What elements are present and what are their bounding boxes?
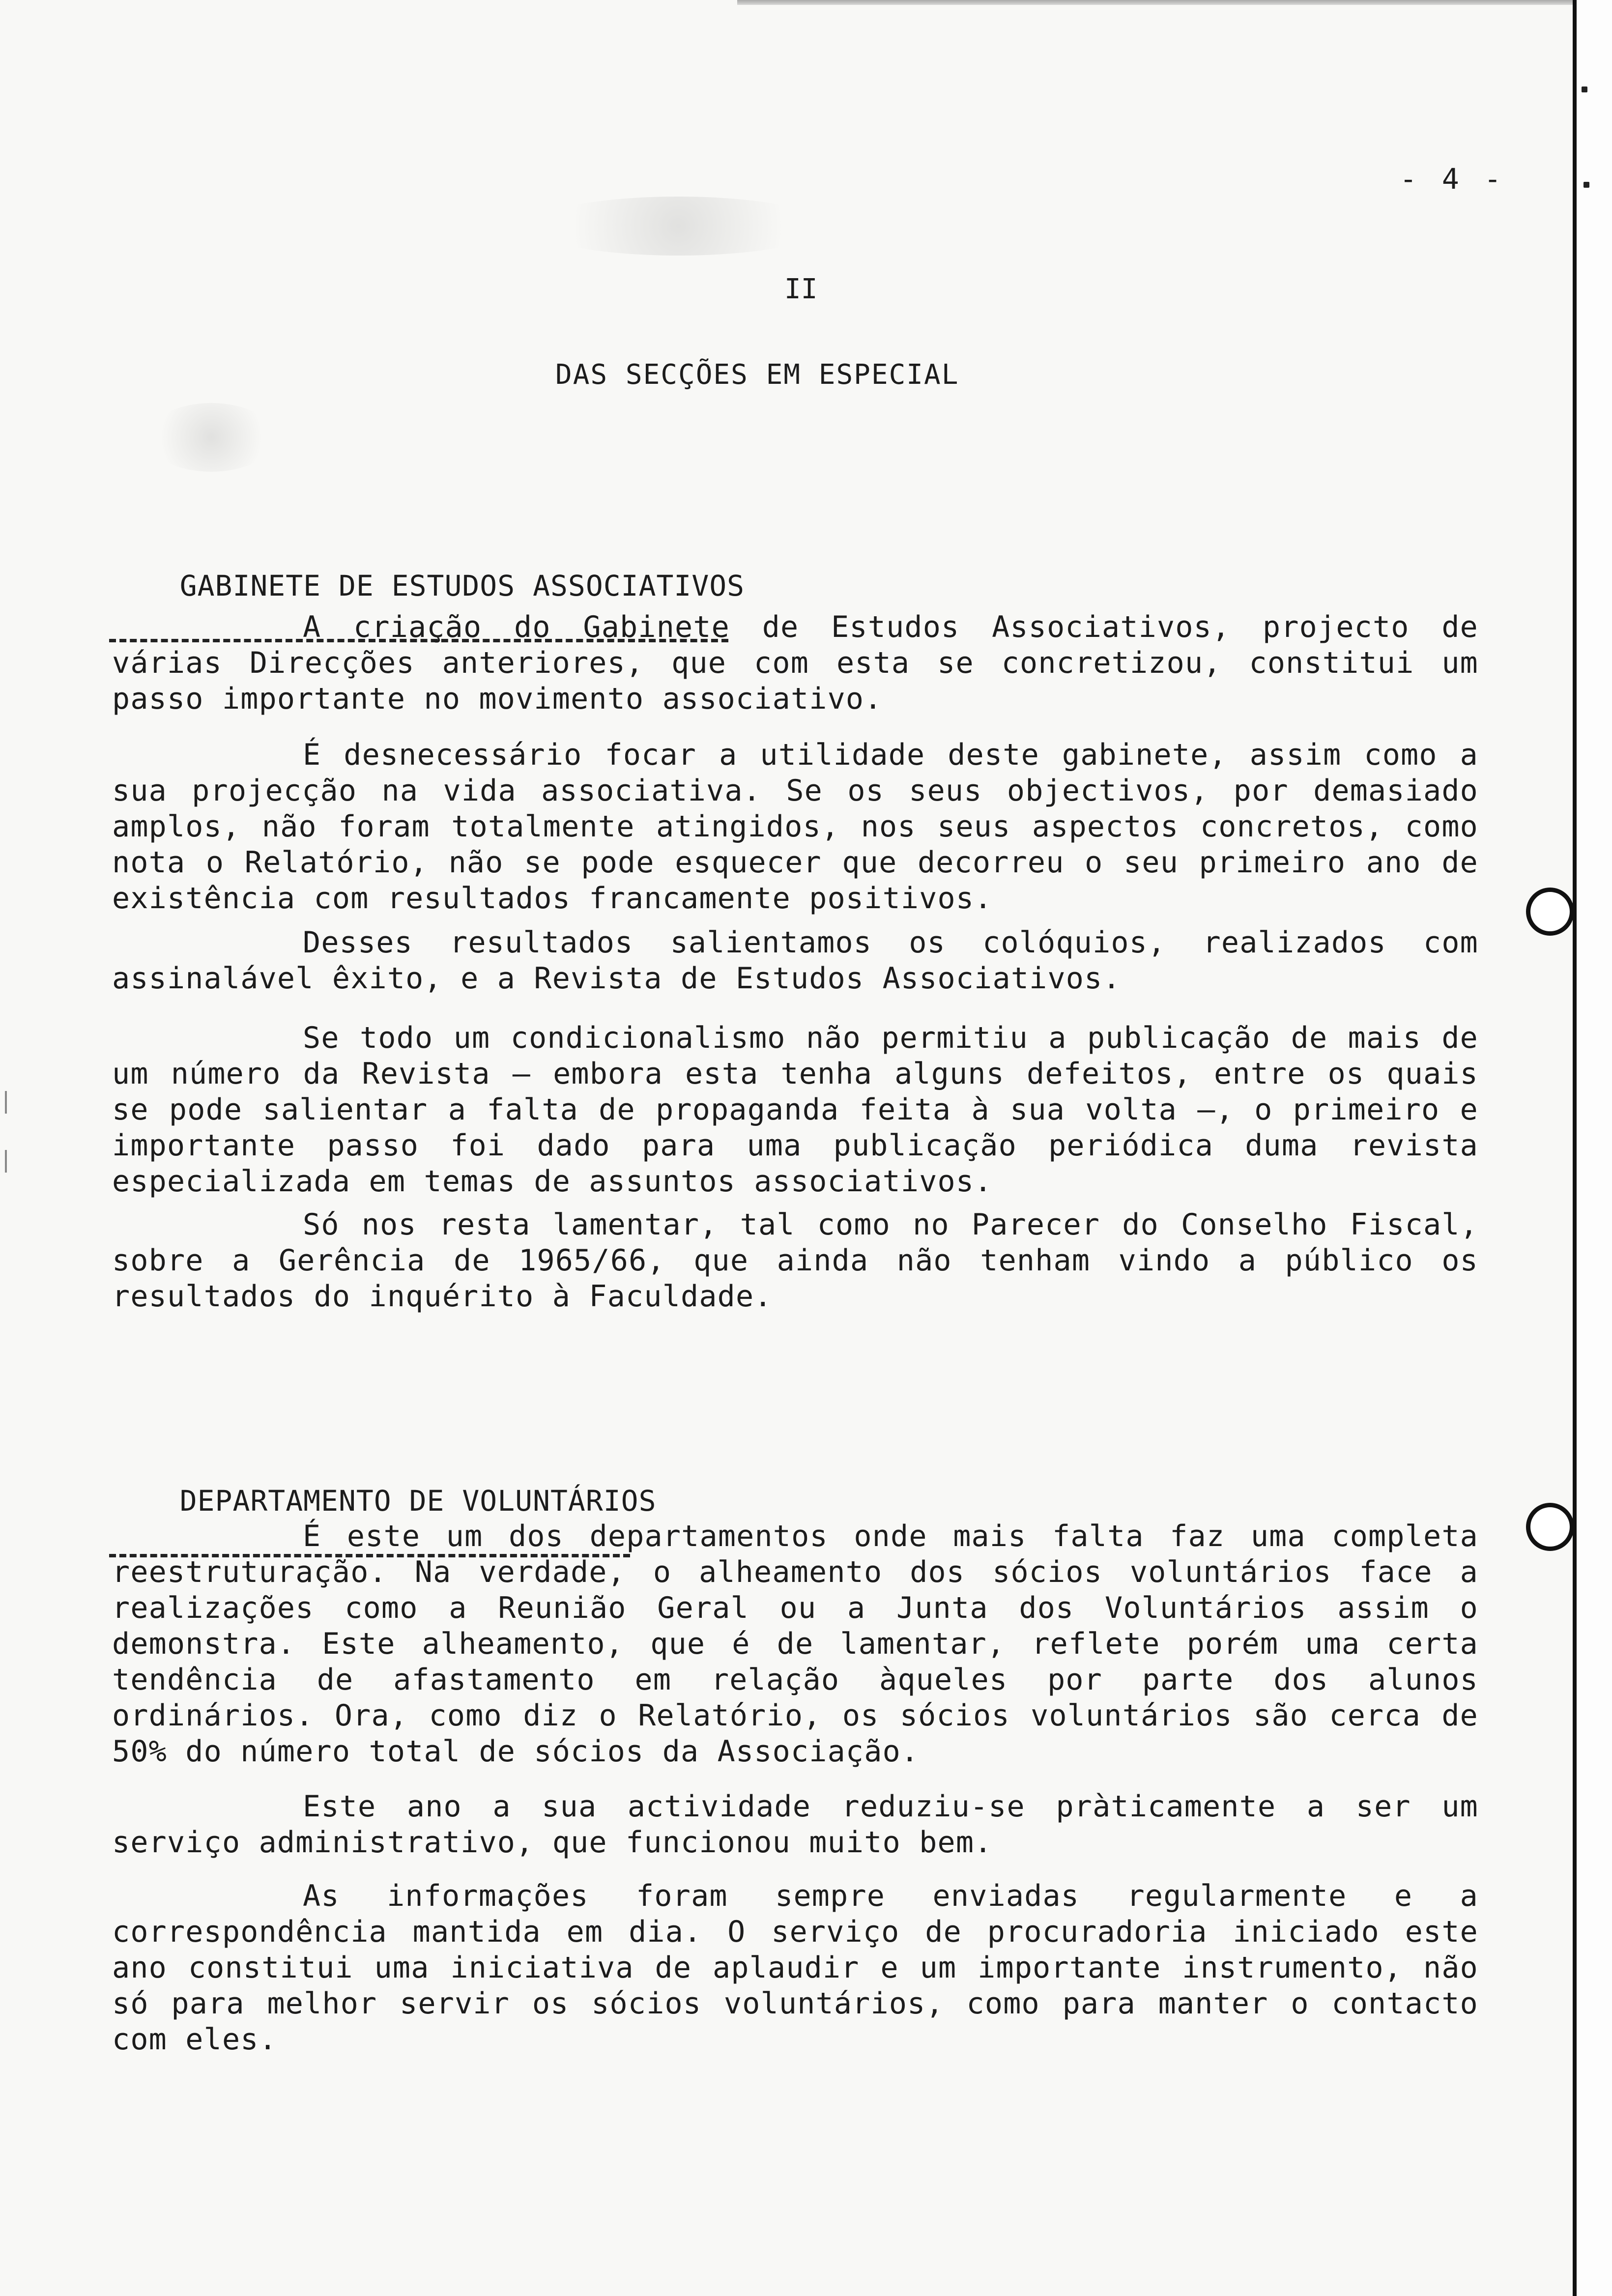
paragraph: Desses resultados salientamos os colóquios, realizados com assinalável êxito, e a Revista de Estudos Associativos. [112, 925, 1478, 996]
scan-right-edge [1573, 0, 1577, 2296]
section-heading-text: GABINETE DE ESTUDOS ASSOCIATIVOS [179, 569, 745, 603]
edge-mark [1583, 182, 1589, 188]
scan-smudge [147, 403, 275, 472]
binder-hole [1526, 1503, 1574, 1551]
chapter-number: II [784, 273, 818, 305]
scan-smudge [531, 197, 826, 256]
edge-mark [1582, 86, 1587, 92]
paragraph: É desnecessário focar a utilidade deste gabinete, assim como a sua projecção na vida associativa. Se os seus objectivos, por demasiado amplos, não foram totalmente atingidos, nos seus aspectos concretos, como nota o Relatório, não se pode esquecer que decorreu o seu primeiro ano de existência com resultados francamente positivos. [112, 738, 1478, 916]
paragraph: A criação do Gabinete de Estudos Associativos, projecto de várias Direcções anteriores, que com esta se concretizou, constitui um passo importante no movimento associativo. [112, 610, 1478, 716]
margin-mark [5, 1150, 7, 1173]
paragraph: As informações foram sempre enviadas regularmente e a correspondência mantida em dia. O serviço de procuradoria iniciado este ano constitui uma iniciativa de aplaudir e um importante instrumento, não só para melhor servir os sócios voluntários, como para manter o contacto com eles. [112, 1879, 1478, 2057]
page-number: - 4 - [1400, 162, 1505, 196]
paragraph: Este ano a sua actividade reduziu-se pràticamente a ser um serviço administrativo, que funcionou muito bem. [112, 1789, 1478, 1860]
section-heading-text: DEPARTAMENTO DE VOLUNTÁRIOS [179, 1484, 657, 1518]
paragraph: Se todo um condicionalismo não permitiu a publicação de mais de um número da Revista — embora esta tenha alguns defeitos, entre os quais se pode salientar a falta de propaganda feita à sua volta —, o primeiro e importante passo foi dado para uma publicação periódica duma revista especializada em temas de assuntos associativos. [112, 1021, 1478, 1199]
scan-right-margin [1577, 0, 1612, 2296]
margin-mark [5, 1091, 7, 1114]
paragraph: É este um dos departamentos onde mais falta faz uma completa reestruturação. Na verdade, o alheamento dos sócios voluntários face a realizações como a Reunião Geral ou a Junta dos Voluntários assim o demonstra. Este alheamento, que é de lamentar, reflete porém uma certa tendência de afastamento em relação àqueles por parte dos alunos ordinários. Ora, como diz o Relatório, os sócios voluntários são cerca de 50% do número total de sócios da Associação. [112, 1519, 1478, 1769]
binder-hole [1526, 888, 1574, 936]
scan-top-edge [737, 0, 1573, 5]
paragraph: Só nos resta lamentar, tal como no Parecer do Conselho Fiscal, sobre a Gerência de 1965/66, que ainda não tenham vindo a público os resultados do inquérito à Faculdade. [112, 1207, 1478, 1314]
section-title: DAS SECÇÕES EM ESPECIAL [555, 359, 959, 391]
